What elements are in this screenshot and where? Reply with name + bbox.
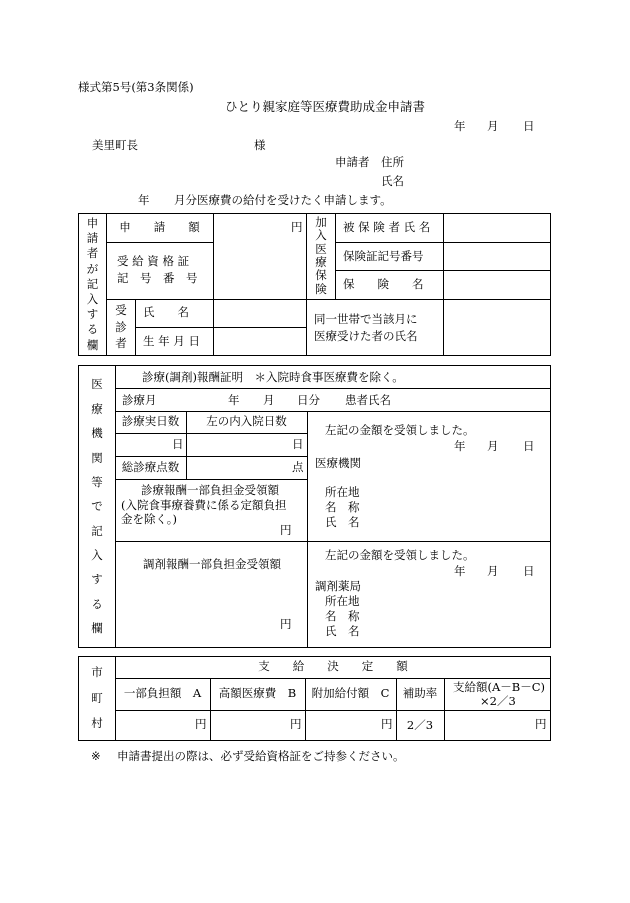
inpatient-days-label: 左の内入院日数 — [206, 414, 287, 429]
subsidy-rate-value: 2／3 — [406, 717, 434, 732]
column-additional-c: 附加給付額 C — [311, 686, 390, 701]
column-total-line1: 支給額(A－B－C) — [453, 680, 546, 694]
insurance-side-label: 加 入 医 療 保 険 — [315, 214, 327, 296]
addressee-honorific: 様 — [254, 138, 266, 152]
footer-note: 申請書提出の際は、必ず受給資格証をご持参ください。 — [117, 749, 405, 763]
copay-label-line2: (入院食事療養費に係る定額負担 — [121, 498, 287, 512]
institution-location-label: 所在地 — [325, 485, 360, 499]
applicant-label: 申請者 — [335, 155, 370, 169]
header-date-month: 月 — [487, 119, 499, 133]
treatment-days-label: 診療実日数 — [121, 414, 180, 429]
column-subsidy-rate: 補助率 — [402, 686, 438, 701]
household-label-line1: 同一世帯で当該月に — [314, 312, 418, 326]
treatment-month-month: 月 — [263, 393, 275, 407]
pharmacy-copay-label: 調剤報酬一部負担金受領額 — [143, 557, 281, 571]
institution-person-label: 氏 名 — [325, 515, 360, 529]
form-number: 様式第5号(第3条関係) — [78, 80, 194, 94]
certificate-label-line1: 受 給 資 格 証 — [117, 254, 190, 268]
treatment-month-day: 日分 — [297, 393, 320, 407]
header-date-year: 年 — [454, 119, 466, 133]
inpatient-days-unit: 日 — [292, 437, 304, 451]
claim-amount-yen: 円 — [291, 220, 303, 234]
certification-title: 診療(調剤)報酬証明 ＊入院時食事医療費を除く。 — [142, 370, 404, 384]
institution-date-month: 月 — [487, 439, 499, 453]
pharmacy-copay-yen: 円 — [280, 617, 292, 631]
pharmacy-name-label: 名 称 — [325, 609, 360, 623]
insured-name-label: 被 保 険 者 氏 名 — [343, 220, 431, 234]
pharmacy-received-text: 左記の金額を受領しました。 — [325, 548, 475, 562]
total-points-unit: 点 — [292, 460, 304, 474]
municipality-side-label: 市 町 村 — [91, 665, 103, 731]
pharmacy-label: 調剤薬局 — [315, 579, 361, 593]
pharmacy-date-year: 年 — [454, 564, 466, 578]
household-label-line2: 医療受けた者の氏名 — [314, 329, 418, 343]
treatment-month-label: 診療月 — [122, 393, 157, 407]
institution-date-year: 年 — [454, 439, 466, 453]
column-copay-a: 一部負担額 A — [123, 686, 202, 701]
payment-decision-header: 支 給 決 定 額 — [258, 659, 408, 674]
value-b-yen: 円 — [290, 717, 302, 731]
certificate-label-line2: 記 号 番 号 — [117, 271, 198, 285]
patient-side-label: 受 診 者 — [115, 303, 127, 351]
treatment-month-year: 年 — [228, 393, 240, 407]
treatment-days-unit: 日 — [172, 437, 184, 451]
patient-name-label-2: 患者氏名 — [345, 393, 391, 407]
institution-date-day: 日 — [523, 439, 535, 453]
patient-name-label: 氏 名 — [143, 305, 189, 319]
copay-yen: 円 — [280, 523, 292, 537]
intro-year: 年 — [138, 193, 150, 207]
intro-text: 月分医療費の給付を受けたく申請します。 — [174, 193, 392, 207]
header-date-day: 日 — [523, 119, 535, 133]
pharmacy-date-month: 月 — [487, 564, 499, 578]
insurance-number-label: 保険証記号番号 — [343, 249, 424, 263]
institution-name-label: 名 称 — [325, 500, 360, 514]
insurer-label: 保 険 名 — [343, 277, 424, 291]
copay-label-line3: 金を除く。) — [121, 512, 178, 526]
institution-label: 医療機関 — [315, 456, 361, 470]
addressee: 美里町長 — [92, 138, 138, 152]
copay-label-line1: 診療報酬一部負担金受領額 — [141, 483, 279, 497]
pharmacy-date-day: 日 — [523, 564, 535, 578]
total-points-label: 総診療点数 — [121, 459, 180, 474]
applicant-section-side-label: 申 請 者 が 記 入 す る 欄 — [86, 215, 99, 352]
institution-received-text: 左記の金額を受領しました。 — [325, 423, 475, 437]
footer-note-mark: ※ — [91, 749, 101, 763]
pharmacy-location-label: 所在地 — [325, 594, 360, 608]
pharmacy-person-label: 氏 名 — [325, 624, 360, 638]
applicant-name-label: 氏名 — [381, 174, 404, 188]
value-a-yen: 円 — [195, 717, 207, 731]
applicant-address-label: 住所 — [381, 155, 404, 169]
value-total-yen: 円 — [535, 717, 547, 731]
institution-section-side-label: 医 療 機 関 等 で 記 入 す る 欄 — [91, 377, 103, 636]
form-title: ひとり親家庭等医療費助成金申請書 — [225, 99, 426, 114]
value-c-yen: 円 — [381, 717, 393, 731]
patient-birthdate-label: 生 年 月 日 — [143, 334, 200, 348]
column-high-cost-b: 高額医療費 B — [218, 686, 297, 701]
claim-amount-label: 申 請 額 — [119, 219, 200, 234]
column-total-line2: ×2／3 — [480, 694, 516, 708]
